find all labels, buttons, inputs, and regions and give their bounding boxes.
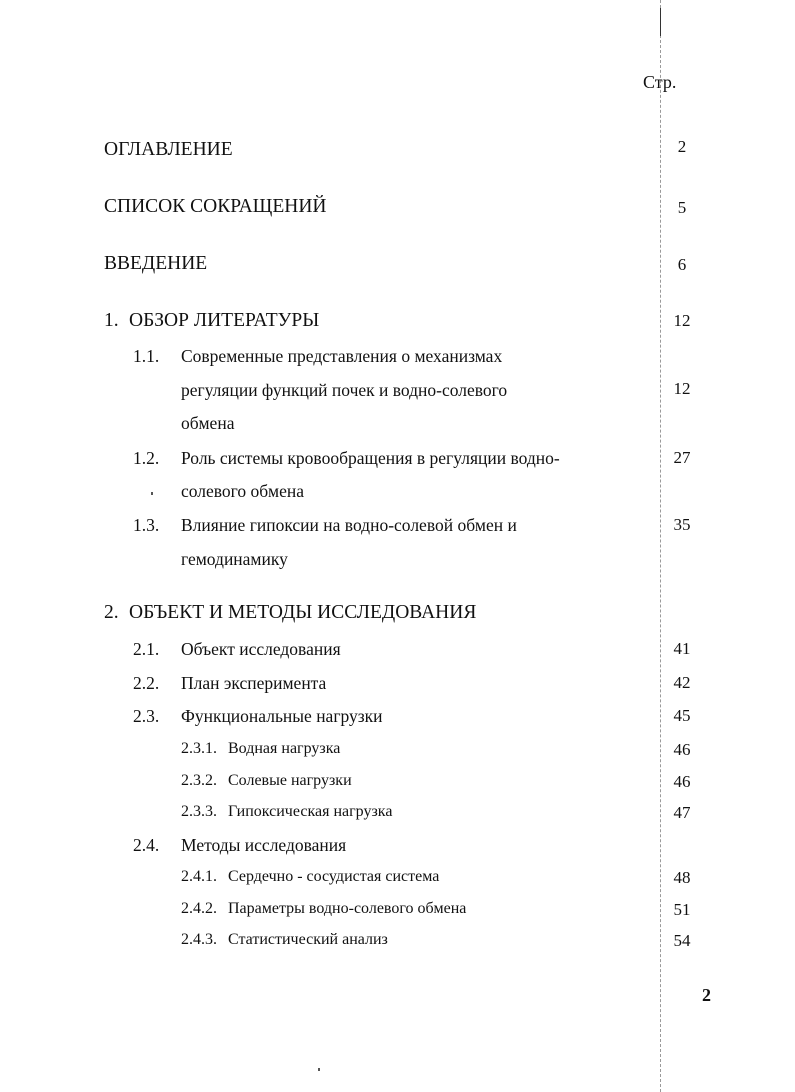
toc-page-2-3-2: 46: [673, 772, 691, 791]
toc-entry-2-4: Методы исследования: [181, 835, 347, 855]
section-number: 1.1.: [133, 346, 160, 366]
section-number: 2.4.: [133, 835, 160, 855]
toc-page-1-1: 12: [673, 379, 691, 398]
toc-entry-2-1: Объект исследования: [181, 639, 341, 659]
toc-page-chapter-1: 12: [673, 311, 691, 330]
section-number: 2.3.: [133, 706, 160, 726]
toc-page-2-3: 45: [673, 706, 691, 725]
toc-page-2-4-3: 54: [673, 931, 691, 950]
toc-entry-2-4-1: Сердечно - сосудистая система: [228, 868, 440, 885]
toc-page-2-4-1: 48: [673, 868, 691, 887]
section-number: 2.1.: [133, 639, 160, 659]
toc-entry-line: Влияние гипоксии на водно-солевой обмен и: [181, 515, 517, 535]
toc-entry-introduction: ВВЕДЕНИЕ: [104, 253, 208, 274]
section-number: 1.3.: [133, 515, 160, 535]
toc-entry-line: обмена: [181, 413, 235, 433]
toc-entry-line: Современные представления о механизмах: [181, 346, 503, 366]
toc-page-1-2: 27: [673, 448, 691, 467]
toc-page-2-4-2: 51: [673, 900, 691, 919]
chapter-number: 1.: [104, 310, 119, 331]
chapter-number: 2.: [104, 602, 119, 623]
toc-page-2-2: 42: [673, 673, 691, 692]
toc-entry-chapter-2: ОБЪЕКТ И МЕТОДЫ ИССЛЕДОВАНИЯ: [129, 602, 477, 623]
scan-speck: [151, 492, 153, 495]
toc-page-abbreviations: 5: [677, 198, 687, 217]
toc-entry-line: солевого обмена: [181, 481, 305, 501]
toc-page-2-1: 41: [673, 639, 691, 658]
toc-entry-line: Роль системы кровообращения в регуляции водно-: [181, 448, 560, 468]
section-number: 2.2.: [133, 673, 160, 693]
subsection-number: 2.4.2.: [181, 900, 217, 917]
scan-speck: [318, 1068, 320, 1071]
toc-page-2-3-1: 46: [673, 740, 691, 759]
toc-entry-line: гемодинамику: [181, 549, 288, 569]
toc-entry-2-3-2: Солевые нагрузки: [228, 772, 352, 789]
sheet-page-number: 2: [702, 985, 711, 1005]
subsection-number: 2.3.1.: [181, 740, 217, 757]
page-column-label: Стр.: [643, 72, 677, 92]
margin-divider: [660, 0, 661, 1092]
toc-entry-contents: ОГЛАВЛЕНИЕ: [104, 139, 233, 160]
subsection-number: 2.4.1.: [181, 868, 217, 885]
toc-entry-chapter-1: ОБЗОР ЛИТЕРАТУРЫ: [129, 310, 320, 331]
toc-entry-2-2: План эксперимента: [181, 673, 327, 693]
subsection-number: 2.3.2.: [181, 772, 217, 789]
toc-entry-2-3-1: Водная нагрузка: [228, 740, 341, 757]
toc-page-introduction: 6: [677, 255, 687, 274]
toc-entry-abbreviations: СПИСОК СОКРАЩЕНИЙ: [104, 196, 327, 217]
toc-page-1-3: 35: [673, 515, 691, 534]
toc-page-contents: 2: [677, 137, 687, 156]
toc-entry-2-3-3: Гипоксическая нагрузка: [228, 803, 393, 820]
toc-entry-2-3: Функциональные нагрузки: [181, 706, 383, 726]
subsection-number: 2.4.3.: [181, 931, 217, 948]
toc-entry-2-4-2: Параметры водно-солевого обмена: [228, 900, 467, 917]
toc-page-2-3-3: 47: [673, 803, 691, 822]
margin-divider-mark: [660, 8, 661, 36]
subsection-number: 2.3.3.: [181, 803, 217, 820]
toc-entry-line: регуляции функций почек и водно-солевого: [181, 380, 508, 400]
section-number: 1.2.: [133, 448, 160, 468]
toc-entry-2-4-3: Статистический анализ: [228, 931, 388, 948]
